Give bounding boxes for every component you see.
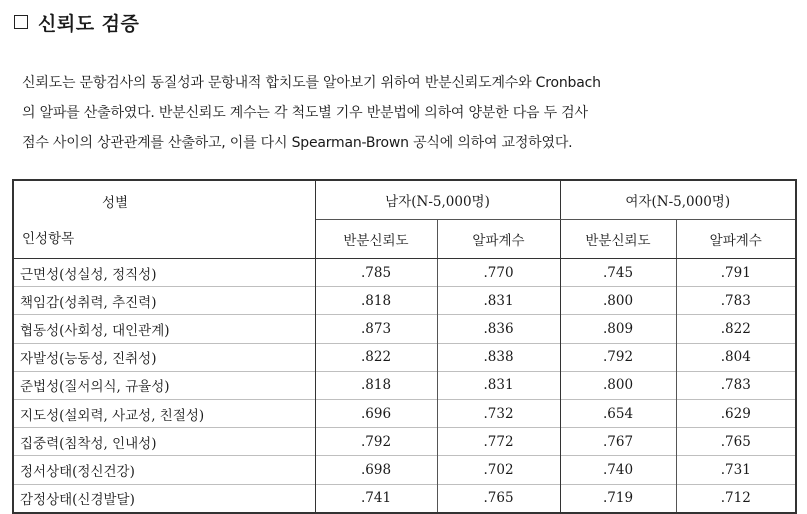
- table-row: [13, 484, 796, 513]
- value-cell: .809: [560, 315, 676, 343]
- value-cell: .831: [437, 371, 560, 399]
- value-cell: .745: [560, 259, 676, 287]
- square-bullet-icon: [14, 15, 28, 29]
- value-cell: .765: [437, 484, 560, 513]
- table-header-row: [13, 180, 796, 220]
- value-cell: .783: [676, 287, 796, 315]
- value-cell: .818: [315, 287, 437, 315]
- row-label: 감정상태(신경발달): [13, 484, 315, 513]
- row-label: 정서상태(정신건강): [13, 456, 315, 484]
- row-label: 집중력(침착성, 인내성): [13, 428, 315, 456]
- group-header-male: 남자(N-5,000명): [315, 180, 560, 220]
- value-cell: .712: [676, 484, 796, 513]
- table-row: [13, 399, 796, 427]
- value-cell: .873: [315, 315, 437, 343]
- value-cell: .822: [315, 343, 437, 371]
- value-cell: .732: [437, 399, 560, 427]
- value-cell: .698: [315, 456, 437, 484]
- value-cell: .831: [437, 287, 560, 315]
- table-row: [13, 456, 796, 484]
- value-cell: .836: [437, 315, 560, 343]
- subheader-split-half: 반분신뢰도: [315, 220, 437, 259]
- value-cell: .770: [437, 259, 560, 287]
- subheader-split-half: 반분신뢰도: [560, 220, 676, 259]
- value-cell: .765: [676, 428, 796, 456]
- table-body: [13, 259, 796, 513]
- value-cell: .629: [676, 399, 796, 427]
- value-cell: .785: [315, 259, 437, 287]
- value-cell: .696: [315, 399, 437, 427]
- corner-label-item: 인성항목: [22, 231, 75, 247]
- table-row: [13, 287, 796, 315]
- value-cell: .767: [560, 428, 676, 456]
- value-cell: .719: [560, 484, 676, 513]
- paragraph-line: 신뢰도는 문항검사의 동질성과 문항내적 합치도를 알아보기 위하여 반분신뢰도계수와 Cronbach: [22, 75, 601, 91]
- table-row: [13, 259, 796, 287]
- value-cell: .740: [560, 456, 676, 484]
- table-row: [13, 343, 796, 371]
- value-cell: .654: [560, 399, 676, 427]
- section-title: 신뢰도 검증: [38, 12, 140, 35]
- value-cell: .731: [676, 456, 796, 484]
- table-row: [13, 371, 796, 399]
- row-label: 자발성(능동성, 진취성): [13, 343, 315, 371]
- paragraph-line: 의 알파를 산출하였다. 반분신뢰도 계수는 각 척도별 기우 반분법에 의하여 양분한 다음 두 검사: [22, 105, 588, 121]
- description-paragraph: [22, 68, 792, 158]
- value-cell: .792: [560, 343, 676, 371]
- value-cell: .818: [315, 371, 437, 399]
- row-label: 준법성(질서의식, 규율성): [13, 371, 315, 399]
- group-header-female: 여자(N-5,000명): [560, 180, 796, 220]
- value-cell: .783: [676, 371, 796, 399]
- corner-header-cell: [13, 180, 315, 259]
- section-heading: [14, 6, 139, 38]
- row-label: 근면성(성실성, 정직성): [13, 259, 315, 287]
- subheader-alpha: 알파계수: [676, 220, 796, 259]
- row-label: 책임감(성취력, 추진력): [13, 287, 315, 315]
- value-cell: .702: [437, 456, 560, 484]
- value-cell: .800: [560, 371, 676, 399]
- table-row: [13, 315, 796, 343]
- row-label: 지도성(설외력, 사교성, 친절성): [13, 399, 315, 427]
- value-cell: .804: [676, 343, 796, 371]
- value-cell: .822: [676, 315, 796, 343]
- corner-label-gender: 성별: [102, 195, 129, 211]
- value-cell: .792: [315, 428, 437, 456]
- value-cell: .741: [315, 484, 437, 513]
- value-cell: .838: [437, 343, 560, 371]
- paragraph-line: 점수 사이의 상관관계를 산출하고, 이를 다시 Spearman-Brown 공식에 의하여 교정하였다.: [22, 135, 573, 151]
- value-cell: .791: [720, 264, 751, 281]
- row-label: 협동성(사회성, 대인관계): [13, 315, 315, 343]
- subheader-alpha: 알파계수: [437, 220, 560, 259]
- reliability-table: [12, 179, 797, 514]
- table-row: [13, 428, 796, 456]
- value-cell: .800: [560, 287, 676, 315]
- value-cell: .772: [437, 428, 560, 456]
